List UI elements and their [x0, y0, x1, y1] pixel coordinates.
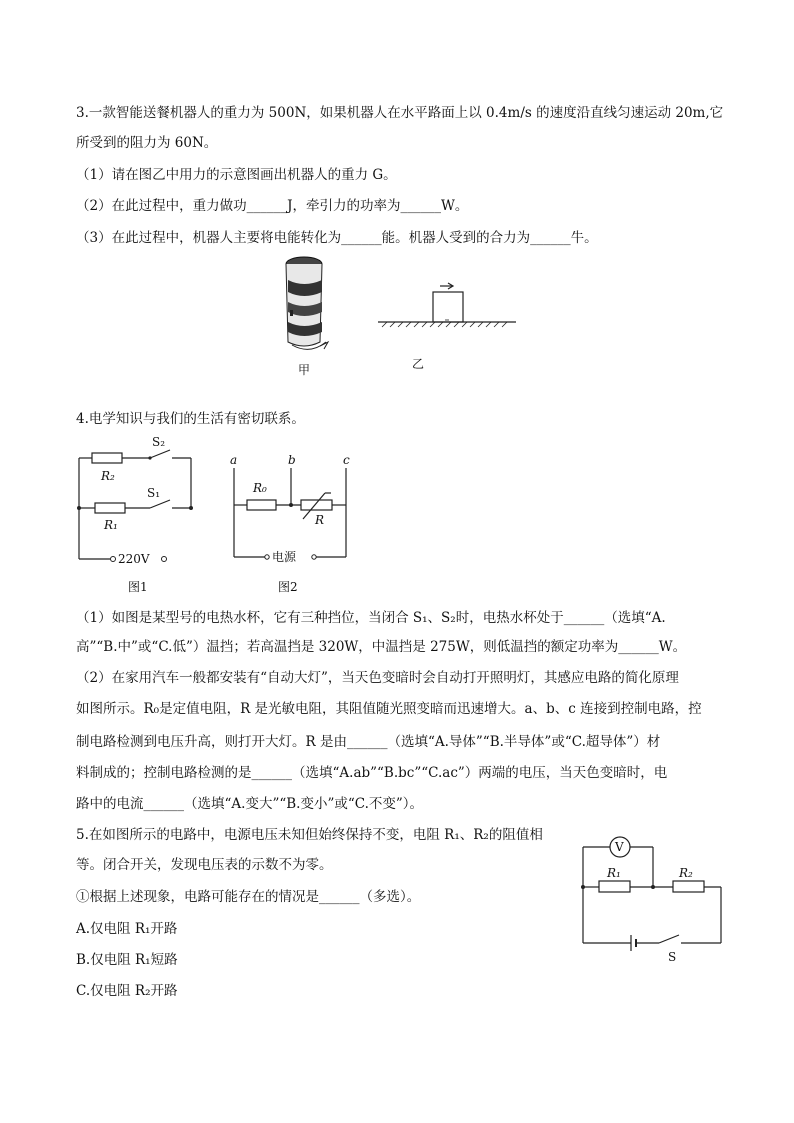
q5-option-a: A.仅电阻 R₁开路: [76, 921, 178, 937]
q4-p1-line-2: 高”“B.中”或“C.低”）温挡；若高温挡是 320W，中温挡是 275W，则低温挡的额定功率为______W。: [76, 639, 687, 655]
fig2-a-label: a: [230, 453, 238, 467]
figure-2-caption: 图2: [278, 580, 298, 594]
switch-label: S: [668, 950, 677, 964]
q5-line-2: 等。闭合开关，发现电压表的示数不为零。: [76, 857, 333, 873]
figure-1-caption: 图1: [128, 580, 148, 594]
circuit-figure-2: [225, 450, 360, 575]
circuit-figure-1: [70, 430, 200, 575]
q4-intro: 4.电学知识与我们的生活有密切联系。: [76, 411, 305, 427]
q4-p2-line-2: 如图所示。R₀是定值电阻，R 是光敏电阻，其阻值随光照变暗而迅速增大。a、b、c 连接到控制电路，控: [76, 701, 702, 717]
fig2-b-label: b: [288, 453, 296, 467]
figure-b-caption: 乙: [412, 357, 425, 371]
fig2-r-label: R: [315, 513, 325, 527]
q4-p2-line-4: 料制成的；控制电路检测的是______（选填“A.ab”“B.bc”“C.ac”）两端的电压，当天色变暗时，电: [76, 765, 668, 781]
fig1-voltage-label: 220V: [118, 552, 150, 566]
voltmeter-label: V: [615, 840, 624, 854]
fig1-s2-label: S₂: [152, 435, 166, 449]
q3-sub-3: （3）在此过程中，机器人主要将电能转化为______能。机器人受到的合力为______牛。: [76, 230, 598, 246]
q5-r2-label: R₂: [679, 866, 693, 880]
q4-p2-line-5: 路中的电流______（选填“A.变大”“B.变小”或“C.不变”）。: [76, 796, 424, 812]
fig2-source-label: 电源: [272, 550, 297, 564]
robot-figure: [270, 250, 340, 360]
q5-option-c: C.仅电阻 R₂开路: [76, 983, 178, 999]
fig2-r0-label: R₀: [253, 481, 267, 495]
q3-sub-2: （2）在此过程中，重力做功______J，牵引力的功率为______W。: [76, 198, 469, 214]
q3-line-1: 3.一款智能送餐机器人的重力为 500N，如果机器人在水平路面上以 0.4m/s 的速度沿直线匀速运动 20m,它: [76, 105, 724, 121]
circuit-figure-q5: [575, 825, 730, 965]
q5-option-b: B.仅电阻 R₁短路: [76, 952, 178, 968]
q3-line-2: 所受到的阻力为 60N。: [76, 135, 218, 151]
fig1-r2-label: R₂: [101, 469, 115, 483]
block-figure: [378, 280, 518, 330]
q5-line-1: 5.在如图所示的电路中，电源电压未知但始终保持不变，电阻 R₁、R₂的阻值相: [76, 827, 543, 843]
q3-sub-1: （1）请在图乙中用力的示意图画出机器人的重力 G。: [76, 167, 397, 183]
fig1-s1-label: S₁: [147, 486, 161, 500]
fig2-c-label: c: [343, 453, 350, 467]
q4-p2-line-3: 制电路检测到电压升高，则打开大灯。R 是由______（选填“A.导体”“B.半导体”或“C.超导体”）材: [76, 734, 661, 750]
figure-a-caption: 甲: [298, 363, 311, 377]
q5-line-3: ①根据上述现象，电路可能存在的情况是______（多选）。: [76, 889, 421, 905]
q4-p2-line-1: （2）在家用汽车一般都安装有“自动大灯”，当天色变暗时会自动打开照明灯，其感应电路的简化原理: [76, 670, 679, 686]
q4-p1-line-1: （1）如图是某型号的电热水杯，它有三种挡位，当闭合 S₁、S₂时，电热水杯处于______（选填“A.: [76, 610, 666, 626]
fig1-r1-label: R₁: [104, 518, 118, 532]
q5-r1-label: R₁: [607, 866, 621, 880]
